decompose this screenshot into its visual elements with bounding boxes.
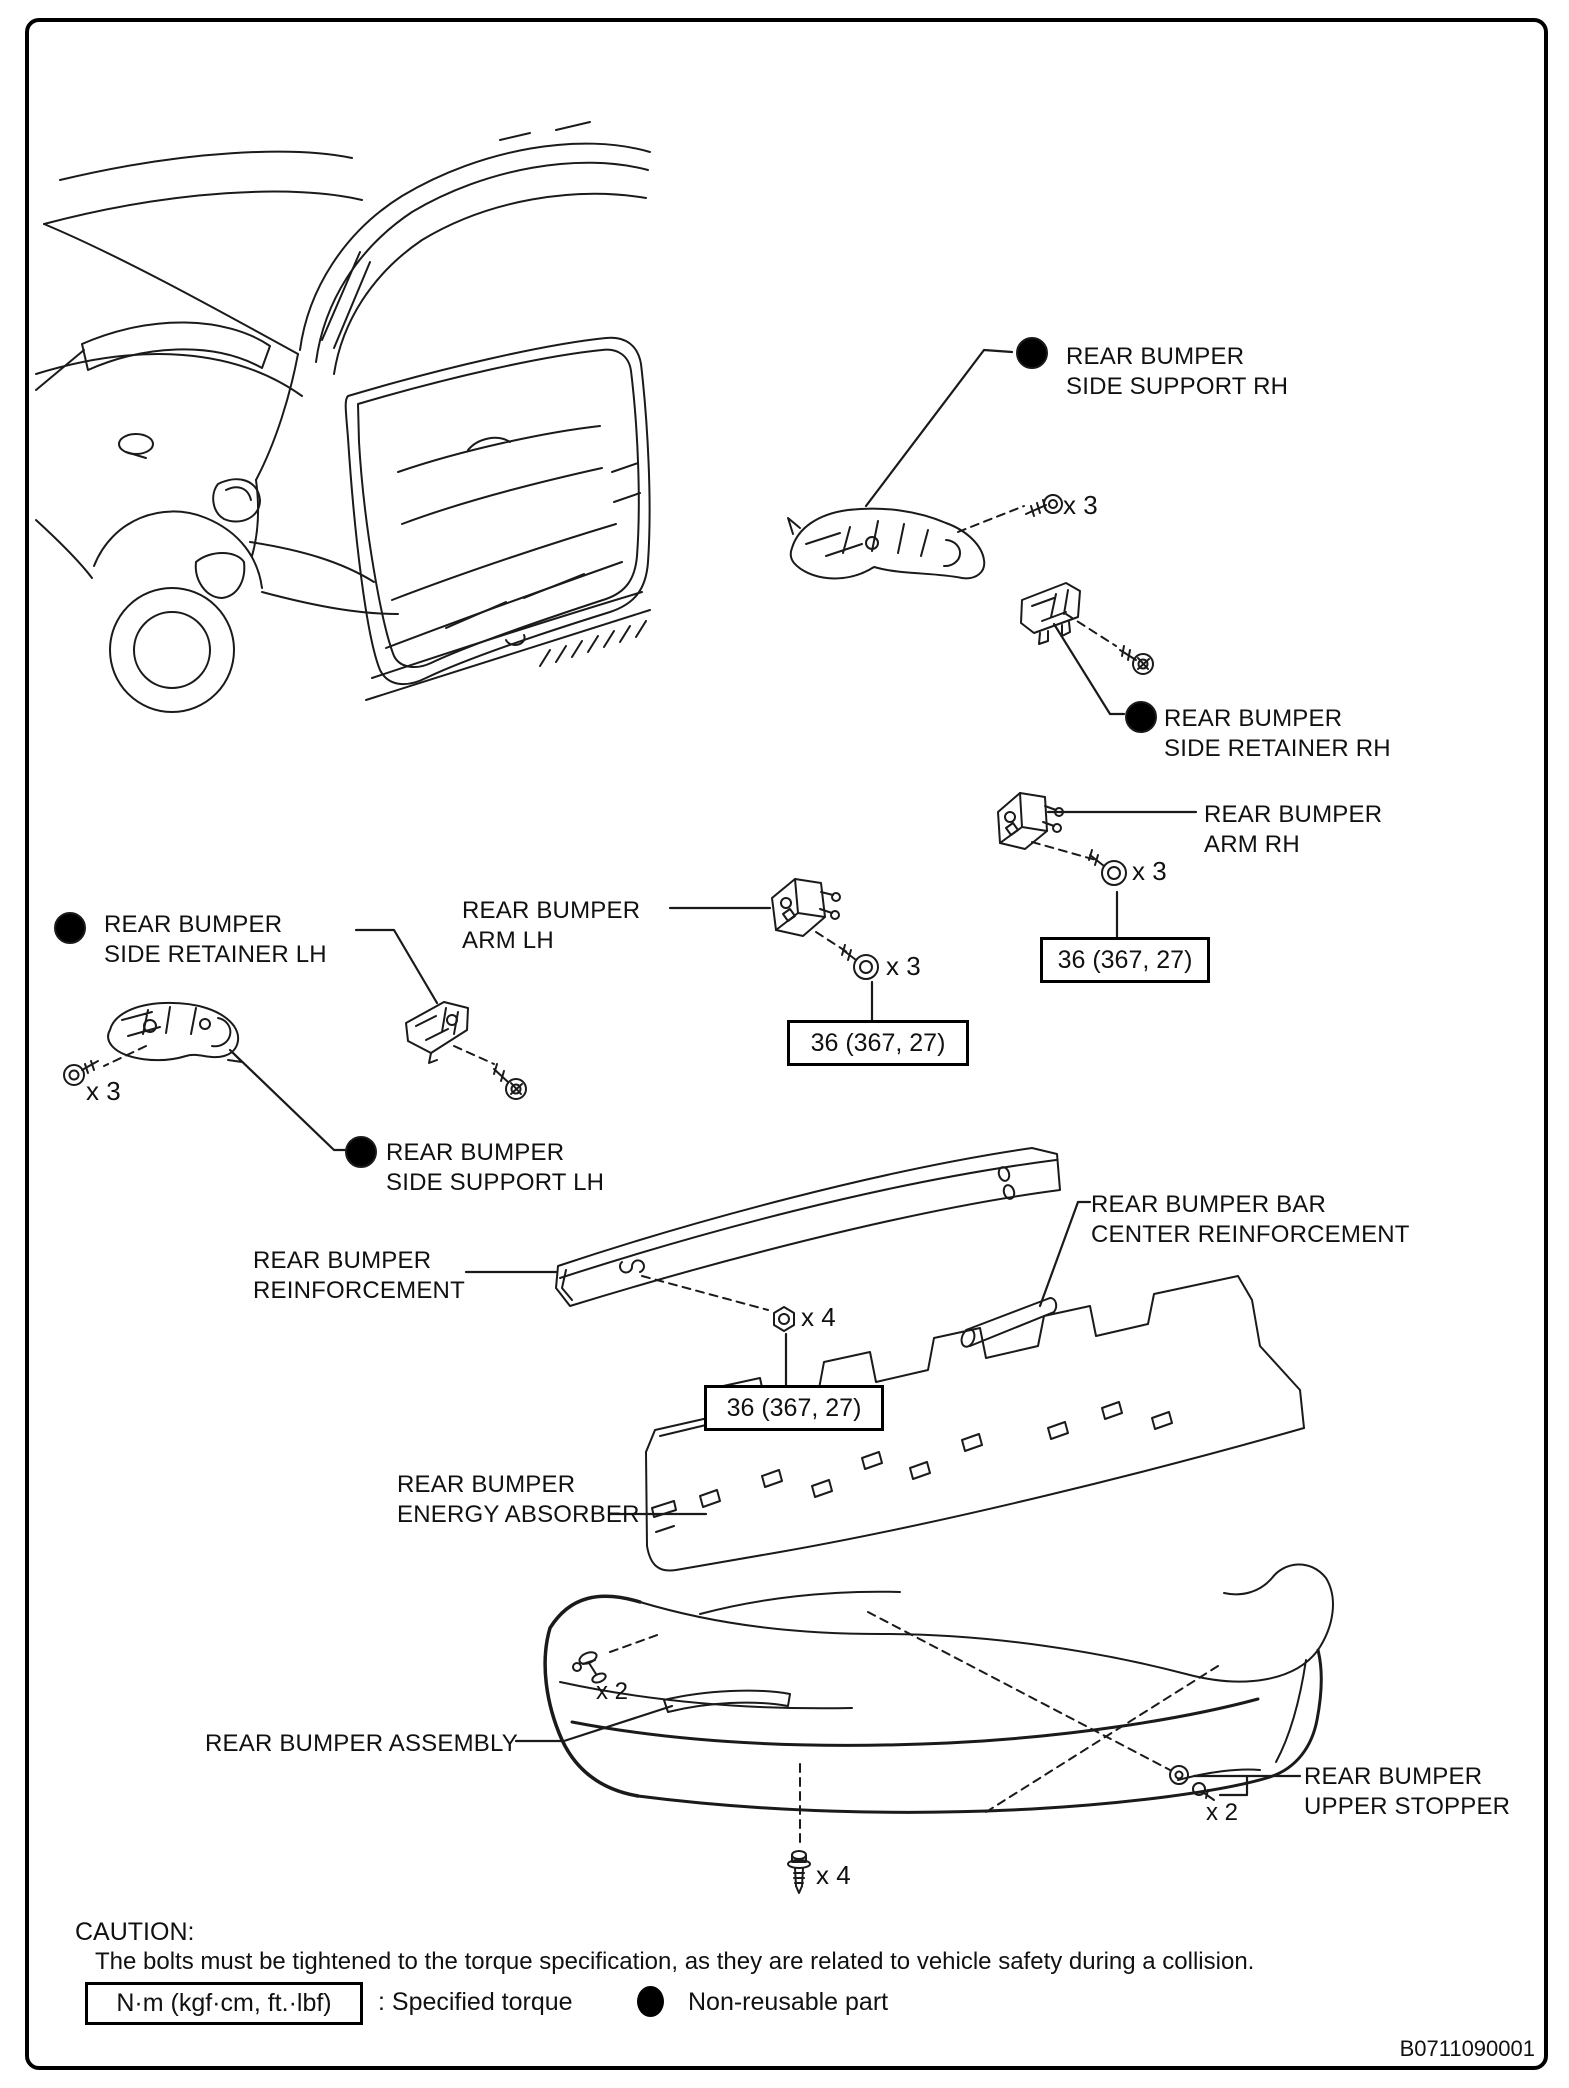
label-line: REAR BUMPER [1204, 801, 1383, 828]
document-code: B0711090001 [1399, 2036, 1535, 2061]
label-line: REAR BUMPER [1304, 1763, 1483, 1790]
label-line: ARM LH [462, 927, 554, 954]
qty-reinforcement: x 4 [801, 1302, 836, 1332]
non-reusable-icon [346, 1137, 376, 1167]
label-reinforcement [253, 1246, 465, 1306]
non-reusable-icon [1126, 702, 1156, 732]
leader-lines [230, 350, 1300, 1795]
bolt-icon-arm-rh [1089, 850, 1126, 885]
non-reusable-icon [1017, 338, 1047, 368]
screw-icon-retainer-rh [1120, 646, 1153, 674]
torque-value: 36 (367, 27) [1057, 945, 1193, 974]
label-line: REAR BUMPER [1164, 705, 1343, 732]
part-arm-rh [998, 793, 1063, 849]
torque-box-reinforcement [704, 1385, 884, 1431]
label-arm-lh [462, 896, 640, 956]
label-side-support-lh [386, 1138, 604, 1198]
label-line: UPPER STOPPER [1304, 1793, 1511, 1820]
caution-heading: CAUTION: [75, 1918, 195, 1946]
part-arm-lh [772, 879, 840, 936]
torque-value: 36 (367, 27) [810, 1028, 946, 1057]
label-line: ARM RH [1204, 831, 1300, 858]
qty-arm-lh: x 3 [886, 951, 921, 981]
label-side-support-rh [1066, 342, 1288, 402]
label-line: REAR BUMPER ASSEMBLY [205, 1730, 518, 1757]
label-side-retainer-lh [104, 910, 327, 970]
part-side-retainer-lh [406, 1002, 468, 1063]
qty-upper-stopper: x 2 [1206, 1799, 1239, 1826]
label-line: REAR BUMPER [104, 911, 283, 938]
label-arm-rh [1204, 800, 1382, 860]
part-side-retainer-rh [1021, 583, 1080, 644]
car-illustration [36, 122, 650, 712]
label-line: REAR BUMPER [397, 1471, 576, 1498]
label-assembly [205, 1729, 518, 1759]
qty-support-lh: x 3 [86, 1076, 121, 1106]
bolt-icon-arm-lh [842, 945, 878, 979]
part-reinforcement-bar [556, 1148, 1060, 1306]
caution-body: The bolts must be tightened to the torque specification, as they are related to vehicle safety during a collision. [95, 1948, 1255, 1975]
label-energy-absorber [397, 1470, 640, 1530]
qty-support-rh: x 3 [1063, 490, 1098, 520]
qty-assembly-clip: x 2 [596, 1678, 629, 1705]
label-line: REAR BUMPER [462, 897, 641, 924]
assembly-dashed-lines [104, 506, 1218, 1846]
torque-legend-box [85, 1982, 363, 2025]
part-side-support-lh [108, 1003, 242, 1062]
part-side-support-rh [788, 509, 984, 579]
label-line: REAR BUMPER [386, 1139, 565, 1166]
label-line: SIDE RETAINER RH [1164, 735, 1391, 762]
label-line: SIDE SUPPORT LH [386, 1169, 605, 1196]
label-line: REAR BUMPER [253, 1247, 432, 1274]
label-bar-center-reinforcement [1091, 1190, 1410, 1250]
torque-box-arm-lh [787, 1020, 969, 1066]
screw-icon-retainer-lh [494, 1064, 526, 1099]
torque-legend-symbol: N·m (kgf·cm, ft.·lbf) [116, 1989, 332, 2017]
label-line: CENTER REINFORCEMENT [1091, 1221, 1410, 1248]
label-line: REAR BUMPER BAR [1091, 1191, 1327, 1218]
non-reusable-icon [55, 913, 85, 943]
screw-icon-support-rh [1026, 495, 1062, 516]
screw-icon-bumper-bottom [788, 1851, 810, 1893]
qty-assembly-screw: x 4 [816, 1860, 851, 1890]
torque-box-arm-rh [1040, 937, 1210, 983]
torque-value: 36 (367, 27) [726, 1393, 862, 1422]
label-line: SIDE RETAINER LH [104, 941, 327, 968]
qty-arm-rh: x 3 [1132, 856, 1167, 886]
label-line: REAR BUMPER [1066, 343, 1245, 370]
non-reusable-legend: Non-reusable part [688, 1988, 889, 2016]
label-line: REINFORCEMENT [253, 1277, 465, 1304]
label-line: ENERGY ABSORBER [397, 1501, 640, 1528]
label-side-retainer-rh [1164, 704, 1391, 764]
label-line: SIDE SUPPORT RH [1066, 373, 1289, 400]
non-reusable-icon [637, 1986, 664, 2017]
label-upper-stopper [1304, 1762, 1510, 1822]
torque-legend-meaning: : Specified torque [378, 1988, 573, 2016]
nut-icon-reinforcement [774, 1307, 794, 1331]
